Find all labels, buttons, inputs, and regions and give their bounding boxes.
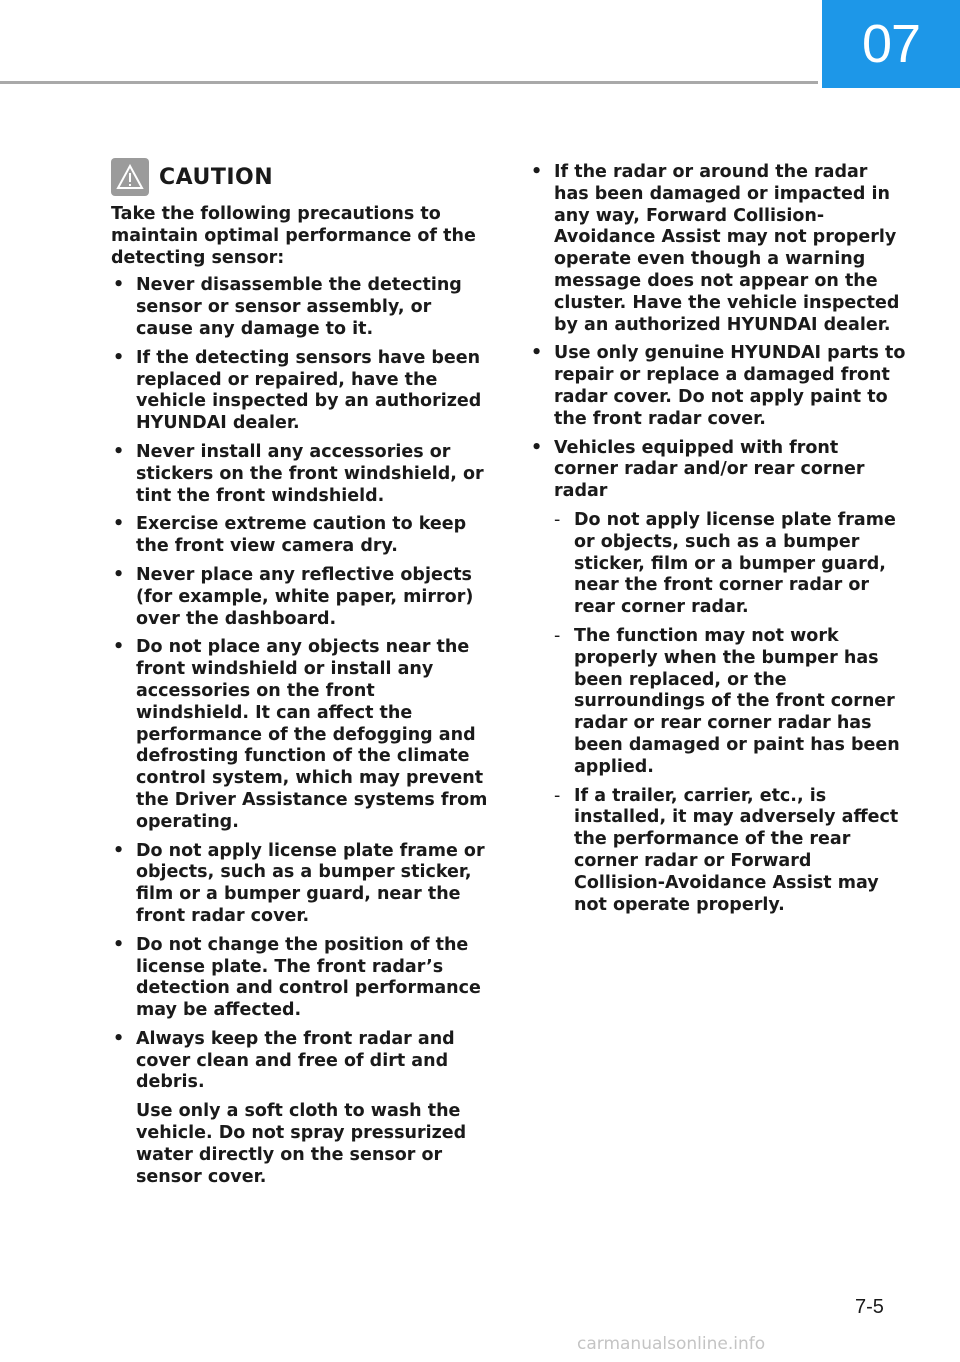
bullet-icon: • <box>531 437 543 458</box>
dash-icon: - <box>554 785 561 806</box>
caution-header <box>111 158 491 196</box>
list-item-text: Do not place any objects near the front windshield or install any accessories on the front windshield. It can affect the performance of the defogging and defrosting function of the climate control system, which may prevent the Driver Assistance systems from operating. <box>136 637 488 832</box>
warning-triangle-icon <box>111 158 149 196</box>
right-column <box>529 162 907 923</box>
list-item <box>111 935 491 1022</box>
list-item <box>111 514 491 558</box>
list-item-text: Vehicles equipped with front corner radar and/or rear corner radar <box>554 437 865 502</box>
sub-list-item <box>554 786 907 917</box>
right-bullet-list <box>529 162 907 916</box>
bullet-icon: • <box>113 934 125 955</box>
list-item-text: Exercise extreme caution to keep the front view camera dry. <box>136 514 467 557</box>
list-item-text: Do not change the position of the license plate. The front radar’s detection and control performance may be affected. <box>136 934 481 1021</box>
list-item-text: Do not apply license plate frame or objects, such as a bumper sticker, film or a bumper guard, near the front radar cover. <box>136 840 485 926</box>
list-item <box>111 841 491 928</box>
list-item <box>111 1029 491 1189</box>
left-column <box>111 158 491 1195</box>
bullet-icon: • <box>113 1028 125 1049</box>
list-item <box>111 565 491 630</box>
dash-icon: - <box>554 509 561 530</box>
list-item <box>111 348 491 435</box>
sub-list <box>554 510 907 916</box>
list-item <box>111 442 491 507</box>
sub-list-item <box>554 626 907 779</box>
bullet-icon: • <box>113 275 125 296</box>
page-number: 7-5 <box>855 1296 884 1318</box>
caution-intro: Take the following precautions to maintain optimal performance of the detecting sensor: <box>111 204 476 268</box>
list-item-text: If the radar or around the radar has been damaged or impacted in any way, Forward Collision-Avoidance Assist may not properly operate even though a warning message does not appear on the cluster. Have the vehicle inspected by an authorized HYUNDAI dealer. <box>554 162 900 335</box>
list-item-text: Always keep the front radar and cover clean and free of dirt and debris. <box>136 1028 455 1093</box>
list-item-extra-text: Use only a soft cloth to wash the vehicle. Do not spray pressurized water directly on the sensor or sensor cover. <box>136 1101 467 1187</box>
sub-list-item-text: The function may not work properly when the bumper has been replaced, or the surroundings of the front corner radar or rear corner radar has been damaged or paint has been applied. <box>574 625 900 777</box>
list-item-text: Never install any accessories or stickers on the front windshield, or tint the front windshield. <box>136 441 484 506</box>
list-item-text: Use only genuine HYUNDAI parts to repair or replace a damaged front radar cover. Do not apply paint to the front radar cover. <box>554 343 906 429</box>
left-bullet-list <box>111 275 491 1188</box>
list-item <box>529 162 907 336</box>
bullet-icon: • <box>531 162 543 182</box>
bullet-icon: • <box>113 347 125 368</box>
sub-list-item <box>554 510 907 619</box>
list-item <box>529 438 907 917</box>
watermark: carmanualsonline.info <box>577 1334 766 1354</box>
header-rule <box>0 81 818 84</box>
list-item-text: Never place any reflective objects (for example, white paper, mirror) over the dashboard. <box>136 564 474 629</box>
sub-list-item-text: Do not apply license plate frame or objects, such as a bumper sticker, film or a bumper guard, near the front corner radar or rear corner radar. <box>574 509 896 618</box>
bullet-icon: • <box>113 564 125 585</box>
list-item <box>529 343 907 430</box>
chapter-tab: 07 <box>822 0 960 88</box>
list-item-text: Never disassemble the detecting sensor or sensor assembly, or cause any damage to it. <box>136 275 462 339</box>
bullet-icon: • <box>113 637 125 658</box>
list-item <box>111 637 491 833</box>
caution-title: CAUTION <box>159 164 274 190</box>
bullet-icon: • <box>113 840 125 861</box>
list-item-text: If the detecting sensors have been replaced or repaired, have the vehicle inspected by an authorized HYUNDAI dealer. <box>136 347 482 434</box>
bullet-icon: • <box>113 441 125 462</box>
bullet-icon: • <box>113 514 125 535</box>
dash-icon: - <box>554 625 561 646</box>
sub-list-item-text: If a trailer, carrier, etc., is installed, it may adversely affect the performance of the rear corner radar or Forward Collision-Avoidance Assist may not operate properly. <box>574 785 899 915</box>
bullet-icon: • <box>531 343 543 364</box>
list-item <box>111 275 491 340</box>
